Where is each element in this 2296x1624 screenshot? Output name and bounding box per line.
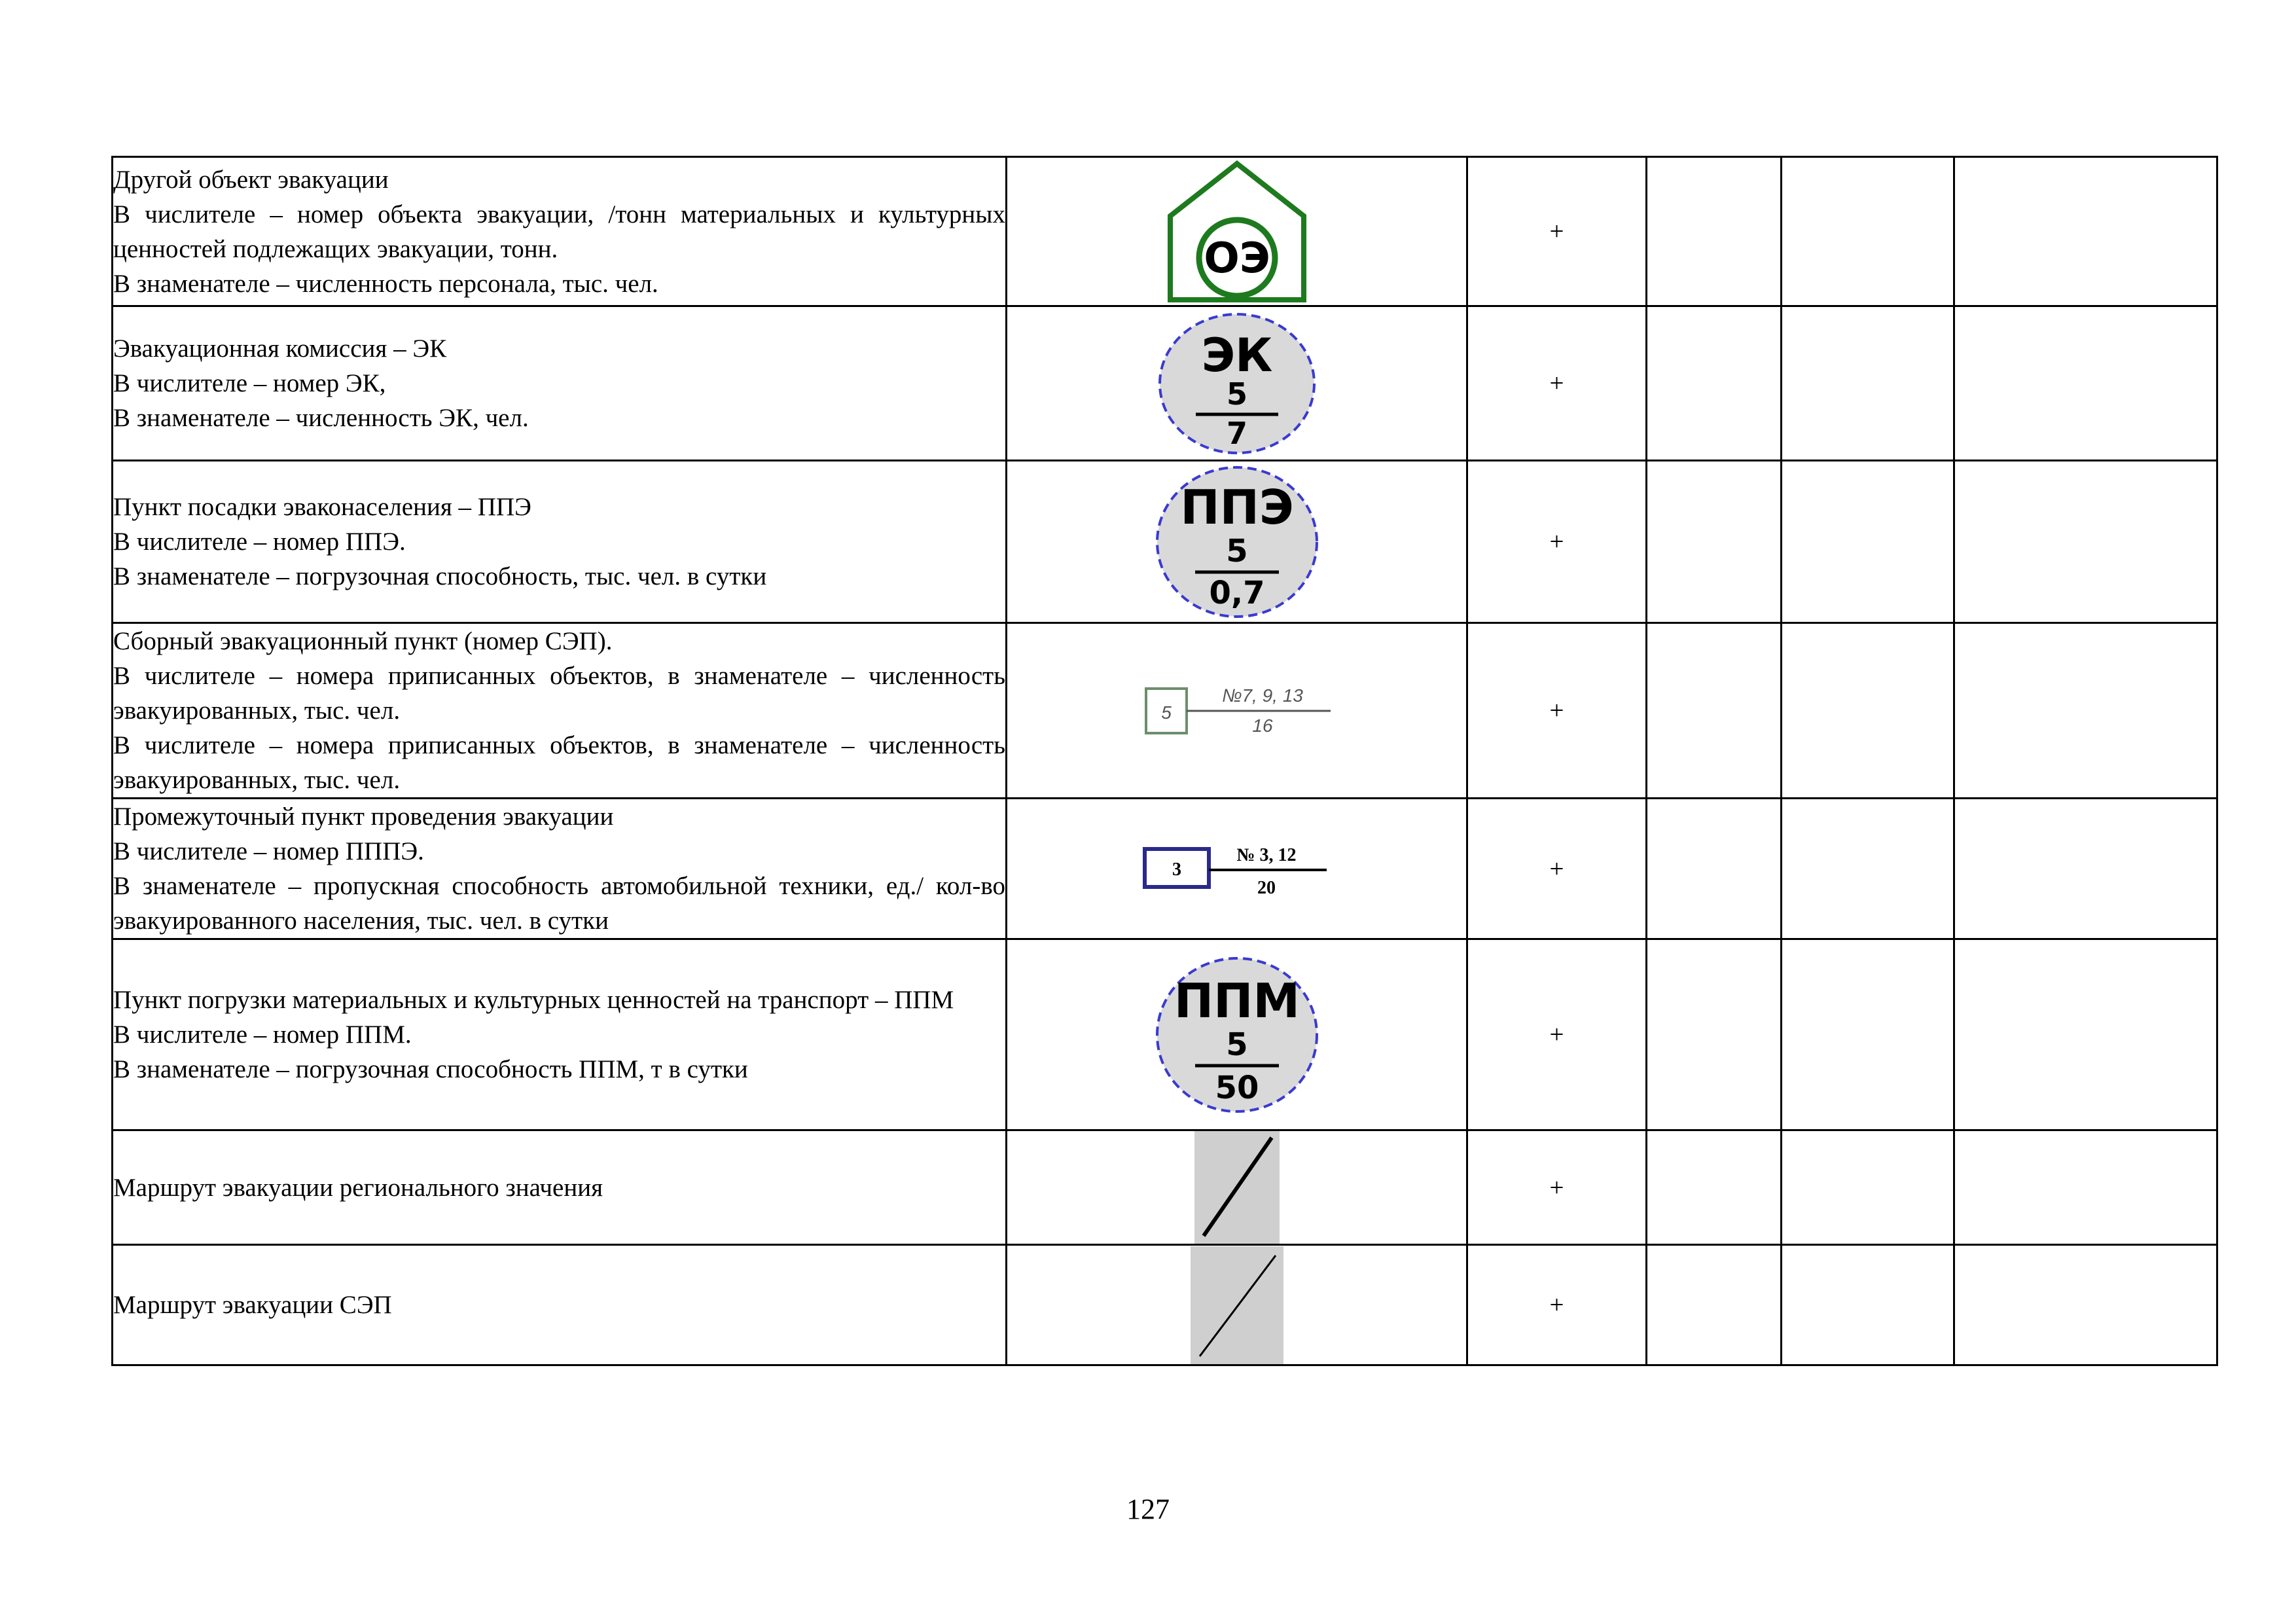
empty-cell bbox=[1782, 157, 1954, 306]
sep-route-line-icon bbox=[1191, 1246, 1283, 1364]
symbols-table bbox=[111, 156, 2218, 1366]
empty-cell bbox=[1954, 306, 2217, 461]
empty-cell bbox=[1954, 461, 2217, 623]
row-numerator-note: В числителе – номер объекта эвакуации, /тонн материальных и культурных ценностей подлежащих эвакуации, тонн. bbox=[113, 200, 1005, 263]
applicability-mark: + bbox=[1467, 623, 1647, 799]
row-description bbox=[113, 623, 1007, 799]
table-row bbox=[113, 461, 2217, 623]
regional-route-line-icon bbox=[1194, 1131, 1280, 1244]
table-row bbox=[113, 1245, 2217, 1365]
symbol-numerator: 5 bbox=[1226, 376, 1247, 412]
assembly-point-box-icon bbox=[1142, 678, 1332, 744]
row-denominator-note: В числителе – номера приписанных объектов, в знаменателе – численность эвакуированных, тыс. чел. bbox=[113, 731, 1005, 794]
symbol-numerator: №7, 9, 13 bbox=[1221, 685, 1303, 706]
row-title: Маршрут эвакуации СЭП bbox=[113, 1291, 392, 1319]
row-title: Сборный эвакуационный пункт (номер СЭП). bbox=[113, 627, 613, 655]
row-title: Пункт погрузки материальных и культурных ценностей на транспорт – ППМ bbox=[113, 986, 954, 1014]
symbol-cell bbox=[1007, 623, 1467, 799]
symbol-cell bbox=[1007, 1130, 1467, 1245]
symbol-numerator: № 3, 12 bbox=[1236, 845, 1297, 865]
row-description bbox=[113, 461, 1007, 623]
applicability-mark: + bbox=[1467, 939, 1647, 1130]
evacuation-commission-circle-icon bbox=[1155, 311, 1319, 456]
empty-cell bbox=[1954, 799, 2217, 939]
symbol-cell bbox=[1007, 1245, 1467, 1365]
symbol-cell bbox=[1007, 799, 1467, 939]
empty-cell bbox=[1954, 1130, 2217, 1245]
empty-cell bbox=[1954, 623, 2217, 799]
symbol-cell bbox=[1007, 461, 1467, 623]
symbol-box-number: 5 bbox=[1160, 702, 1172, 723]
applicability-mark: + bbox=[1467, 1130, 1647, 1245]
table-row bbox=[113, 799, 2217, 939]
row-denominator-note: В знаменателе – погрузочная способность, тыс. чел. в сутки bbox=[113, 562, 767, 590]
empty-cell bbox=[1954, 1245, 2217, 1365]
symbol-box-number: 3 bbox=[1172, 859, 1181, 880]
empty-cell bbox=[1782, 799, 1954, 939]
row-description bbox=[113, 1245, 1007, 1365]
boarding-point-circle-icon bbox=[1153, 463, 1321, 621]
row-title: Другой объект эвакуации bbox=[113, 165, 389, 194]
symbol-label: ППЭ bbox=[1179, 479, 1294, 535]
row-title: Промежуточный пункт проведения эвакуации bbox=[113, 803, 614, 831]
empty-cell bbox=[1954, 939, 2217, 1130]
applicability-mark: + bbox=[1467, 157, 1647, 306]
symbol-numerator: 5 bbox=[1225, 1026, 1248, 1063]
table-row bbox=[113, 157, 2217, 306]
row-title: Пункт посадки эваконаселения – ППЭ bbox=[113, 493, 531, 521]
table-row bbox=[113, 623, 2217, 799]
intermediate-point-box-icon bbox=[1142, 836, 1332, 901]
symbol-denominator: 7 bbox=[1226, 415, 1247, 451]
evacuation-object-house-icon bbox=[1165, 160, 1309, 304]
symbol-numerator: 5 bbox=[1225, 532, 1248, 569]
loading-point-circle-icon bbox=[1153, 954, 1321, 1115]
table-row bbox=[113, 1130, 2217, 1245]
empty-cell bbox=[1782, 1245, 1954, 1365]
row-description bbox=[113, 157, 1007, 306]
empty-cell bbox=[1782, 306, 1954, 461]
symbol-label: ЭК bbox=[1201, 328, 1272, 382]
row-numerator-note: В числителе – номер ПППЭ. bbox=[113, 837, 424, 865]
symbol-cell bbox=[1007, 157, 1467, 306]
row-title: Эвакуационная комиссия – ЭК bbox=[113, 334, 447, 363]
row-title: Маршрут эвакуации регионального значения bbox=[113, 1173, 603, 1202]
table-row bbox=[113, 939, 2217, 1130]
row-denominator-note: В знаменателе – пропускная способность автомобильной техники, ед./ кол-во эвакуированного населения, тыс. чел. в сутки bbox=[113, 872, 1005, 935]
empty-cell bbox=[1647, 306, 1782, 461]
empty-cell bbox=[1782, 623, 1954, 799]
symbol-denominator: 16 bbox=[1251, 715, 1273, 736]
row-description bbox=[113, 306, 1007, 461]
row-description bbox=[113, 799, 1007, 939]
row-denominator-note: В знаменателе – погрузочная способность ППМ, т в сутки bbox=[113, 1055, 748, 1083]
applicability-mark: + bbox=[1467, 461, 1647, 623]
empty-cell bbox=[1647, 157, 1782, 306]
empty-cell bbox=[1647, 1245, 1782, 1365]
empty-cell bbox=[1782, 461, 1954, 623]
symbol-denominator: 0,7 bbox=[1208, 574, 1265, 611]
empty-cell bbox=[1647, 799, 1782, 939]
empty-cell bbox=[1954, 157, 2217, 306]
symbol-denominator: 50 bbox=[1215, 1069, 1259, 1106]
row-description bbox=[113, 1130, 1007, 1245]
empty-cell bbox=[1647, 461, 1782, 623]
page-number: 127 bbox=[1126, 1493, 1170, 1525]
applicability-mark: + bbox=[1467, 1245, 1647, 1365]
symbol-label: ОЭ bbox=[1203, 234, 1270, 283]
symbol-denominator: 20 bbox=[1257, 878, 1276, 898]
applicability-mark: + bbox=[1467, 306, 1647, 461]
row-numerator-note: В числителе – номер ППМ. bbox=[113, 1020, 412, 1049]
empty-cell bbox=[1647, 623, 1782, 799]
table-row bbox=[113, 306, 2217, 461]
row-numerator-note: В числителе – номера приписанных объектов, в знаменателе – численность эвакуированных, тыс. чел. bbox=[113, 662, 1005, 725]
row-denominator-note: В знаменателе – численность персонала, тыс. чел. bbox=[113, 269, 658, 298]
empty-cell bbox=[1782, 939, 1954, 1130]
empty-cell bbox=[1782, 1130, 1954, 1245]
row-numerator-note: В числителе – номер ППЭ. bbox=[113, 528, 406, 556]
symbol-cell bbox=[1007, 306, 1467, 461]
empty-cell bbox=[1647, 939, 1782, 1130]
row-denominator-note: В знаменателе – численность ЭК, чел. bbox=[113, 404, 529, 432]
symbol-cell bbox=[1007, 939, 1467, 1130]
symbol-label: ППМ bbox=[1174, 973, 1300, 1028]
empty-cell bbox=[1647, 1130, 1782, 1245]
row-numerator-note: В числителе – номер ЭК, bbox=[113, 369, 386, 397]
applicability-mark: + bbox=[1467, 799, 1647, 939]
row-description bbox=[113, 939, 1007, 1130]
